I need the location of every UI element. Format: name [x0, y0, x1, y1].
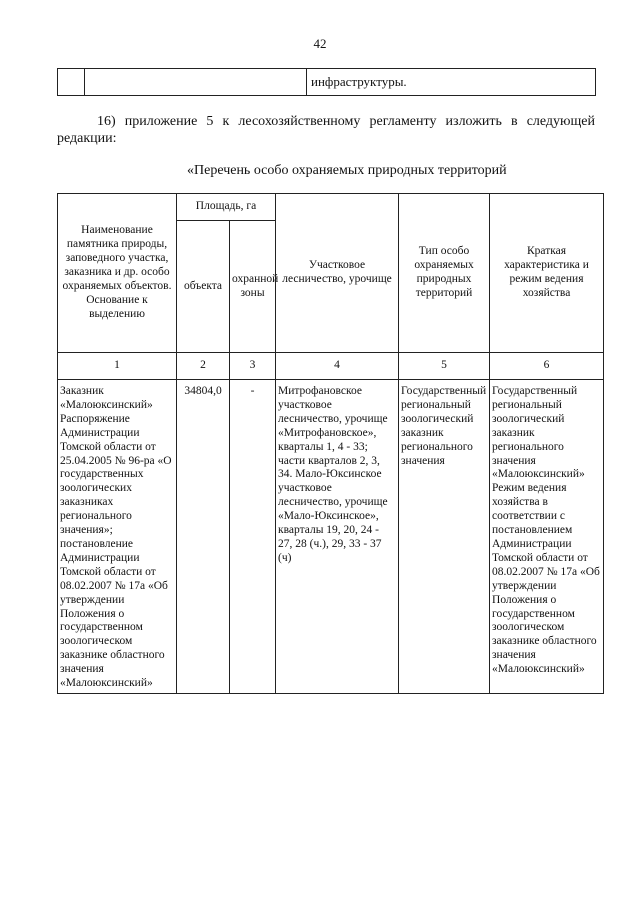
column-number: 1: [58, 353, 177, 380]
table-cell: инфраструктуры.: [307, 69, 596, 96]
row-forestry: Митрофановское участковое лесничество, урочище «Митрофановское», кварталы 1, 4 - 33; части кварталов 2, 3, 34. Мало-Юксинское участковое лесничество, урочище «Мало-Юксинское», кварталы 19, 20, 24 - 27, 28 (ч.), 29, 33 - 37 (ч): [276, 380, 399, 694]
header-name: Наименование памятника природы, заповедного участка, заказника и др. особо охраняемых объектов. Основание к выделению: [58, 194, 177, 353]
header-forestry: Участковое лесничество, урочище: [276, 194, 399, 353]
column-number: 4: [276, 353, 399, 380]
column-number: 3: [230, 353, 276, 380]
continuation-table: [57, 68, 596, 96]
table-caption: «Перечень особо охраняемых природных территорий: [187, 163, 507, 178]
column-number: 6: [490, 353, 604, 380]
header-characteristic: Краткая характеристика и режим ведения хозяйства: [490, 194, 604, 353]
column-numbers-row: [58, 353, 604, 380]
table-cell: [85, 69, 307, 96]
header-type: Тип особо охраняемых природных территорий: [399, 194, 490, 353]
protected-areas-table: [57, 193, 604, 694]
row-name: Заказник «Малоюксинский» Распоряжение Администрации Томской области от 25.04.2005 № 96-ра «О государственных зоологических заказниках регионального значения»; постановление Администрации Томской области от 08.02.2007 № 17а «Об утверждении Положения о государственном зоологическом заказнике областного значения «Малоюксинский»: [58, 380, 177, 694]
header-area: Площадь, га: [177, 194, 276, 221]
column-number: 5: [399, 353, 490, 380]
column-number: 2: [177, 353, 230, 380]
row-area-zone: -: [230, 380, 276, 694]
page-number: 42: [313, 36, 327, 51]
table-row: [58, 380, 604, 694]
table-row: [58, 69, 596, 96]
table-header-row: [58, 194, 604, 221]
row-area-object: 34804,0: [177, 380, 230, 694]
amendment-paragraph: 16) приложение 5 к лесохозяйственному регламенту изложить в следующей редакции:: [57, 114, 595, 146]
row-type: Государственный региональный зоологический заказник регионального значения: [399, 380, 490, 694]
row-characteristic: Государственный региональный зоологический заказник регионального значения «Малоюксинский» Режим ведения хозяйства в соответствии с постановлением Администрации Томской области от 08.02.2007 № 17а «Об утверждении Положения о государственном зоологическом заказнике областного значения «Малоюксинский»: [490, 380, 604, 694]
header-area-zone: охранной зоны: [230, 221, 276, 353]
table-cell: [58, 69, 85, 96]
header-area-object: объекта: [177, 221, 230, 353]
